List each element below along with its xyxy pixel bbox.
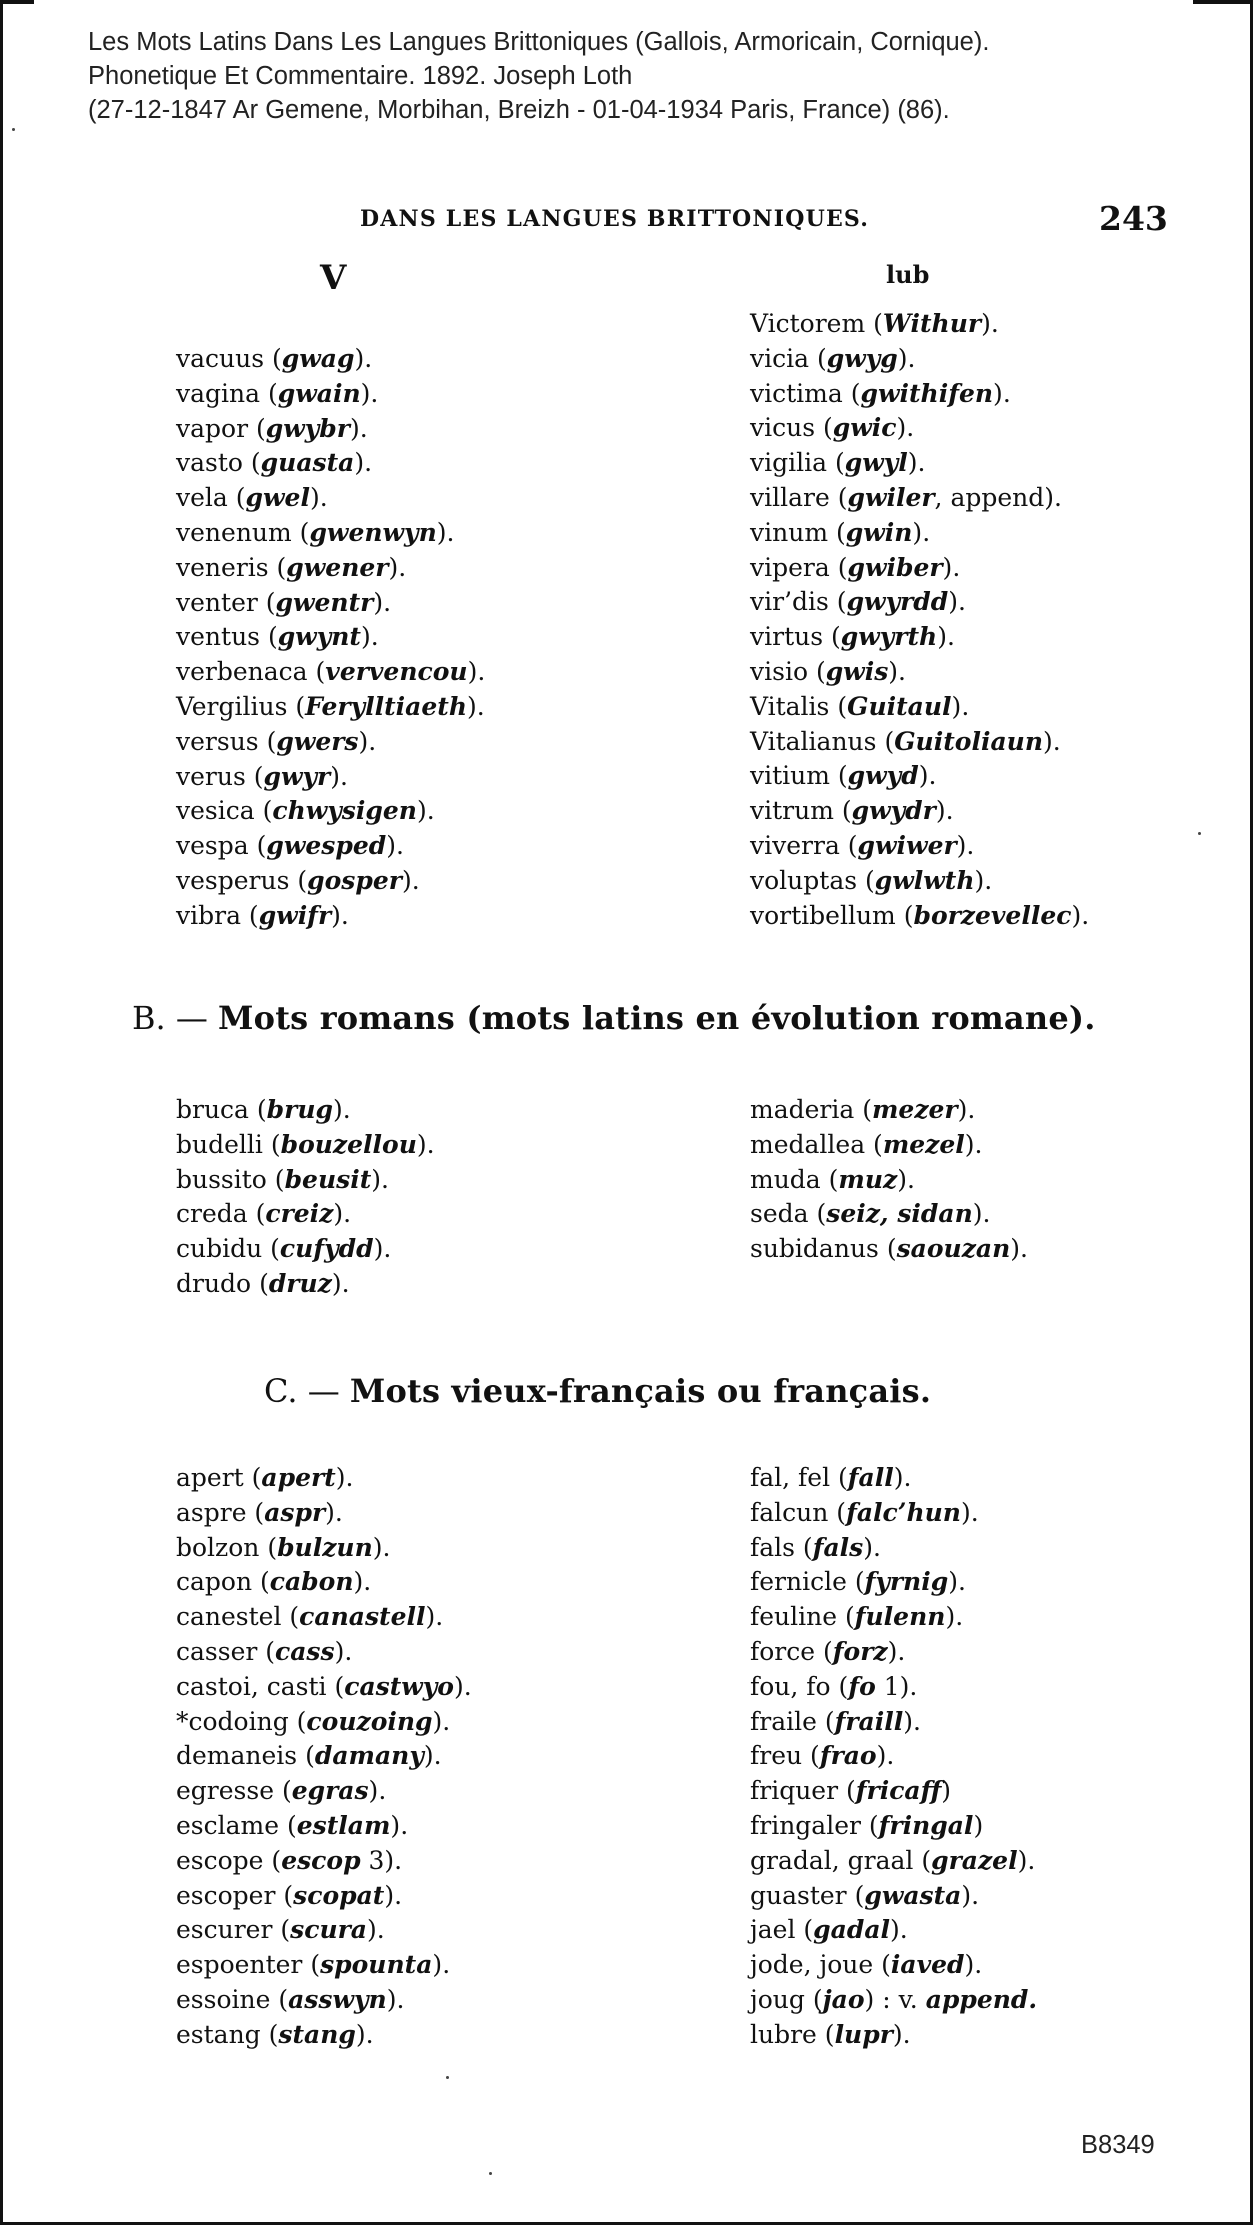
entry-row: vir’dis (gwyrdd). <box>750 587 966 617</box>
entry-row: vitrum (gwydr). <box>750 796 954 826</box>
entry-row: voluptas (gwlwth). <box>750 865 993 895</box>
latin-word: casser <box>176 1636 258 1666</box>
latin-word: friquer <box>750 1776 839 1806</box>
entry-row: Vergilius (Ferylltiaeth). <box>176 691 485 721</box>
brittonic-form: scopat <box>293 1880 385 1910</box>
entry-row: vibra (gwifr). <box>176 900 349 930</box>
latin-word: fernicle <box>750 1567 847 1597</box>
brittonic-form: lupr <box>834 2019 893 2049</box>
brittonic-form: cabon <box>269 1567 354 1597</box>
brittonic-form: bulzun <box>277 1532 373 1562</box>
brittonic-form: gwiler <box>847 482 935 512</box>
brittonic-form: gwers <box>276 726 359 756</box>
latin-word: vacuus <box>176 344 265 373</box>
section-b-left-list <box>176 1093 435 1302</box>
latin-word: vicus <box>750 413 816 443</box>
brittonic-form: grazel <box>931 1845 1018 1875</box>
latin-word: fou, fo <box>750 1671 831 1701</box>
latin-word: medallea <box>750 1129 866 1159</box>
brittonic-form: fyrnig <box>864 1567 949 1597</box>
section-b-title-text: Mots romans (mots latins en évolution romane). <box>218 999 1096 1037</box>
latin-word: subidanus <box>750 1234 879 1264</box>
entry-row: bolzon (bulzun). <box>176 1532 391 1562</box>
entry-row: venter (gwentr). <box>176 587 392 617</box>
brittonic-form: Guitaul <box>847 691 952 721</box>
latin-word: essoine <box>176 1984 271 2014</box>
latin-word: veneris <box>176 552 269 582</box>
brittonic-form: gwiber <box>847 552 943 582</box>
entry-row: castoi, casti (castwyo). <box>176 1671 472 1701</box>
brittonic-form: mezer <box>871 1095 958 1124</box>
brittonic-form: gwynt <box>277 622 361 652</box>
latin-word: espoenter <box>176 1950 303 1980</box>
brittonic-form: gadal <box>813 1915 891 1945</box>
brittonic-form: gwentr <box>275 587 374 617</box>
brittonic-form: guasta <box>260 448 355 478</box>
entry-row: aspre (aspr). <box>176 1497 343 1527</box>
brittonic-form: gosper <box>307 865 402 895</box>
brittonic-form: gwyg <box>826 343 898 373</box>
latin-word: esclame <box>176 1810 280 1840</box>
latin-word: vigilia <box>750 448 828 478</box>
section-c-prefix: C. — <box>264 1372 350 1410</box>
latin-word: fraile <box>750 1706 817 1736</box>
latin-word: apert <box>176 1463 244 1492</box>
latin-word: maderia <box>750 1095 855 1124</box>
latin-word: vela <box>176 483 228 513</box>
brittonic-form: fraill <box>834 1706 904 1736</box>
entry-row: vespa (gwesped). <box>176 831 404 861</box>
scan-edge-mark <box>0 0 34 4</box>
entry-row: force (forz). <box>750 1636 906 1666</box>
section-a-left-list <box>176 342 485 934</box>
latin-word: Vergilius <box>176 691 288 721</box>
brittonic-form: spounta <box>320 1950 433 1980</box>
running-head: DANS LES LANGUES BRITTONIQUES. <box>360 206 870 232</box>
latin-word: egresse <box>176 1776 274 1806</box>
brittonic-form: falc’hun <box>846 1497 961 1527</box>
entry-row: freu (frao). <box>750 1741 895 1771</box>
latin-word: ventus <box>176 622 260 652</box>
brittonic-form: fo <box>848 1671 876 1701</box>
header-note-line: Phonetique Et Commentaire. 1892. Joseph Loth <box>88 62 633 90</box>
section-c-left-list <box>176 1461 472 2053</box>
header-note-line: Les Mots Latins Dans Les Langues Brittoniques (Gallois, Armoricain, Cornique). <box>88 28 990 56</box>
latin-word: Vitalianus <box>750 726 877 756</box>
latin-word: venter <box>176 587 258 617</box>
entry-row: vagina (gwain). <box>176 378 379 408</box>
latin-word: capon <box>176 1567 253 1597</box>
brittonic-form: druz <box>268 1268 332 1298</box>
latin-word: fal, fel <box>750 1463 831 1492</box>
section-b-title <box>132 999 1096 1037</box>
entry-row: lubre (lupr). <box>750 2019 911 2049</box>
entry-row: joug (jao) : v. append. <box>750 1984 1038 2014</box>
entry-row: vesperus (gosper). <box>176 865 420 895</box>
latin-word: verbenaca <box>176 657 308 687</box>
entry-row: ventus (gwynt). <box>176 622 379 652</box>
latin-word: visio <box>750 656 808 686</box>
entry-note: 1 <box>875 1671 900 1701</box>
latin-word: vir’dis <box>750 587 829 617</box>
brittonic-form: gwyr <box>263 761 331 791</box>
brittonic-form: gwlwth <box>874 865 975 895</box>
entry-row: vortibellum (borzevellec). <box>750 900 1090 930</box>
latin-word: vespa <box>176 831 249 861</box>
latin-word: venenum <box>176 517 292 547</box>
latin-word: drudo <box>176 1268 252 1298</box>
catalog-header-note <box>88 25 1208 127</box>
entry-row: egresse (egras). <box>176 1776 387 1806</box>
brittonic-form: muz <box>838 1164 898 1194</box>
brittonic-form: aspr <box>264 1497 326 1527</box>
brittonic-form: gwithifen <box>860 378 994 408</box>
entry-row: fringaler (fringal) <box>750 1810 984 1840</box>
brittonic-form: fals <box>812 1532 864 1562</box>
brittonic-form: gwag <box>281 344 355 373</box>
latin-word: Victorem <box>750 309 866 338</box>
entry-row: fou, fo (fo 1). <box>750 1671 918 1701</box>
brittonic-form: damany <box>314 1741 424 1771</box>
latin-word: budelli <box>176 1129 263 1159</box>
latin-word: verus <box>176 761 246 791</box>
entry-row: cubidu (cufydd). <box>176 1234 392 1264</box>
brittonic-form: frao <box>819 1741 877 1771</box>
section-c-right-list <box>750 1461 1037 2053</box>
section-c-title <box>264 1372 931 1410</box>
entry-row: vinum (gwin). <box>750 517 931 547</box>
entry-row: fernicle (fyrnig). <box>750 1567 966 1597</box>
header-note-line: (27-12-1847 Ar Gemene, Morbihan, Breizh - 01-04-1934 Paris, France) (86). <box>88 96 950 124</box>
entry-row: *codoing (couzoing). <box>176 1706 451 1736</box>
brittonic-form: mezel <box>882 1129 965 1159</box>
entry-row: budelli (bouzellou). <box>176 1129 435 1159</box>
latin-word: vipera <box>750 552 830 582</box>
entry-row: feuline (fulenn). <box>750 1602 964 1632</box>
brittonic-form: gwel <box>245 483 310 513</box>
brittonic-form: vervencou <box>325 657 468 687</box>
latin-word: Vitalis <box>750 691 830 721</box>
brittonic-form: gwydr <box>851 796 936 826</box>
entry-tail-emphasis: append. <box>925 1984 1038 2014</box>
entry-row: maderia (mezer). <box>750 1095 976 1124</box>
brittonic-form: canastell <box>299 1602 426 1632</box>
entry-note: , append <box>934 482 1045 512</box>
section-a-right-heading: lub <box>886 260 930 289</box>
brittonic-form: bouzellou <box>280 1129 417 1159</box>
entry-row: vasto (guasta). <box>176 448 373 478</box>
entry-row: gradal, graal (grazel). <box>750 1845 1036 1875</box>
latin-word: vitium <box>750 761 830 791</box>
latin-word: estang <box>176 2019 261 2049</box>
brittonic-form: gwybr <box>265 413 350 443</box>
entry-row: vitium (gwyd). <box>750 761 937 791</box>
latin-word: demaneis <box>176 1741 298 1771</box>
brittonic-form: gwifr <box>258 900 332 930</box>
latin-word: vibra <box>176 900 241 930</box>
entry-row: esclame (estlam). <box>176 1810 409 1840</box>
brittonic-form: iaved <box>890 1950 965 1980</box>
brittonic-form: beusit <box>284 1164 372 1194</box>
brittonic-form: seiz, sidan <box>826 1199 973 1229</box>
brittonic-form: estlam <box>296 1810 391 1840</box>
brittonic-form: creiz <box>265 1199 334 1229</box>
latin-word: virtus <box>750 622 824 652</box>
entry-row: escope (escop 3). <box>176 1845 403 1875</box>
entry-tail: : v. <box>874 1984 926 2014</box>
scan-speck <box>489 2172 492 2175</box>
latin-word: joug <box>750 1984 805 2014</box>
brittonic-form: jao <box>822 1984 865 2014</box>
latin-word: vasto <box>176 448 243 478</box>
brittonic-form: fulenn <box>854 1602 946 1632</box>
entry-row: medallea (mezel). <box>750 1129 983 1159</box>
entry-row: seda (seiz, sidan). <box>750 1199 991 1229</box>
entry-row: villare (gwiler, append). <box>750 482 1062 512</box>
page-number: 243 <box>1099 199 1168 238</box>
brittonic-form: gwyrdd <box>846 587 949 617</box>
entry-row: veneris (gwener). <box>176 552 407 582</box>
brittonic-form: scura <box>290 1915 367 1945</box>
entry-row: vicia (gwyg). <box>750 343 916 373</box>
latin-word: versus <box>176 726 259 756</box>
entry-row: vigilia (gwyl). <box>750 448 926 478</box>
section-c-title-text: Mots vieux-français ou français. <box>349 1372 932 1410</box>
brittonic-form: chwysigen <box>272 796 417 826</box>
latin-word: castoi, casti <box>176 1671 327 1701</box>
brittonic-form: gwis <box>825 656 889 686</box>
entry-row: demaneis (damany). <box>176 1741 442 1771</box>
brittonic-form: borzevellec <box>913 900 1072 930</box>
brittonic-form: Ferylltiaeth <box>305 691 467 721</box>
entry-row: casser (cass). <box>176 1636 353 1666</box>
entry-row: essoine (asswyn). <box>176 1984 405 2014</box>
entry-row: vacuus (gwag). <box>176 344 373 373</box>
brittonic-form: gwenwyn <box>309 517 437 547</box>
brittonic-form: Guitoliaun <box>894 726 1043 756</box>
latin-word: voluptas <box>750 865 858 895</box>
entry-row: canestel (canastell). <box>176 1602 444 1632</box>
entry-row: vela (gwel). <box>176 483 328 513</box>
latin-word: fals <box>750 1532 795 1562</box>
brittonic-form: egras <box>291 1776 369 1806</box>
brittonic-form: apert <box>261 1463 336 1492</box>
brittonic-form: escop <box>281 1845 361 1875</box>
entry-row: victima (gwithifen). <box>750 378 1011 408</box>
latin-word: victima <box>750 378 843 408</box>
latin-word: gradal, graal <box>750 1845 914 1875</box>
entry-row: vapor (gwybr). <box>176 413 368 443</box>
brittonic-form: gwyd <box>847 761 919 791</box>
catalog-code: B8349 <box>1081 2131 1155 2159</box>
entry-row: versus (gwers). <box>176 726 377 756</box>
latin-word: force <box>750 1636 816 1666</box>
entry-row: fals (fals). <box>750 1532 881 1562</box>
latin-word: bruca <box>176 1095 249 1124</box>
latin-word: villare <box>750 482 830 512</box>
latin-word: vicia <box>750 343 810 373</box>
latin-word: vitrum <box>750 796 834 826</box>
entry-row: escoper (scopat). <box>176 1880 403 1910</box>
latin-word: jode, joue <box>750 1950 874 1980</box>
latin-word: freu <box>750 1741 803 1771</box>
brittonic-form: couzoing <box>306 1706 433 1736</box>
brittonic-form: cufydd <box>279 1234 374 1264</box>
brittonic-form: gwain <box>277 378 361 408</box>
brittonic-form: cass <box>275 1636 335 1666</box>
entry-row: bussito (beusit). <box>176 1164 389 1194</box>
latin-word: lubre <box>750 2019 817 2049</box>
latin-word: falcun <box>750 1497 829 1527</box>
entry-row: fraile (fraill). <box>750 1706 921 1736</box>
scan-edge-mark <box>1193 0 1253 4</box>
entry-row: venenum (gwenwyn). <box>176 517 455 547</box>
entry-row: guaster (gwasta). <box>750 1880 980 1910</box>
brittonic-form: saouzan <box>896 1234 1011 1264</box>
latin-word: vesica <box>176 796 255 826</box>
latin-word: bussito <box>176 1164 267 1194</box>
latin-word: cubidu <box>176 1234 263 1264</box>
entry-row: fal, fel (fall). <box>750 1463 912 1492</box>
latin-word: escurer <box>176 1915 273 1945</box>
brittonic-form: gwin <box>845 517 913 547</box>
section-b-prefix: B. — <box>132 999 219 1037</box>
latin-word: *codoing <box>176 1706 289 1736</box>
section-a-left-heading: V <box>320 258 347 298</box>
latin-word: bolzon <box>176 1532 260 1562</box>
entry-row: Vitalianus (Guitoliaun). <box>750 726 1061 756</box>
latin-word: vortibellum <box>750 900 896 930</box>
entry-row: vipera (gwiber). <box>750 552 961 582</box>
entry-row: subidanus (saouzan). <box>750 1234 1028 1264</box>
brittonic-form: gwiwer <box>857 830 957 860</box>
latin-word: vinum <box>750 517 829 547</box>
scan-speck <box>446 2076 449 2079</box>
latin-word: feuline <box>750 1602 838 1632</box>
entry-row: jael (gadal). <box>750 1915 908 1945</box>
latin-word: canestel <box>176 1602 282 1632</box>
brittonic-form: gwasta <box>864 1880 962 1910</box>
entry-row: jode, joue (iaved). <box>750 1950 983 1980</box>
latin-word: fringaler <box>750 1810 861 1840</box>
entry-row: verus (gwyr). <box>176 761 348 791</box>
entry-row: vicus (gwic). <box>750 413 915 443</box>
section-a-right-list <box>750 307 1089 933</box>
entry-row: Victorem (Withur). <box>750 309 999 338</box>
brittonic-form: fringal <box>878 1810 974 1840</box>
latin-word: escoper <box>176 1880 276 1910</box>
latin-word: guaster <box>750 1880 847 1910</box>
latin-word: creda <box>176 1199 248 1229</box>
brittonic-form: gwener <box>286 552 389 582</box>
latin-word: escope <box>176 1845 264 1875</box>
entry-row: muda (muz). <box>750 1164 915 1194</box>
entry-row: verbenaca (vervencou). <box>176 657 486 687</box>
brittonic-form: gwesped <box>266 831 387 861</box>
brittonic-form: asswyn <box>288 1984 387 2014</box>
brittonic-form: gwyl <box>844 448 908 478</box>
latin-word: vesperus <box>176 865 290 895</box>
latin-word: seda <box>750 1199 809 1229</box>
entry-row: espoenter (spounta). <box>176 1950 451 1980</box>
latin-word: muda <box>750 1164 821 1194</box>
entry-row: visio (gwis). <box>750 656 906 686</box>
brittonic-form: fall <box>847 1463 894 1492</box>
entry-row: bruca (brug). <box>176 1095 351 1124</box>
latin-word: vapor <box>176 413 249 443</box>
brittonic-form: gwic <box>832 413 897 443</box>
entry-row: creda (creiz). <box>176 1199 352 1229</box>
latin-word: jael <box>750 1915 796 1945</box>
brittonic-form: stang <box>278 2019 356 2049</box>
entry-row: vesica (chwysigen). <box>176 796 435 826</box>
entry-row: apert (apert). <box>176 1463 354 1492</box>
entry-row: Vitalis (Guitaul). <box>750 691 970 721</box>
brittonic-form: brug <box>266 1095 333 1124</box>
brittonic-form: gwyrth <box>840 622 938 652</box>
latin-word: aspre <box>176 1497 247 1527</box>
entry-row: viverra (gwiwer). <box>750 830 975 860</box>
entry-row: friquer (fricaff) <box>750 1776 952 1806</box>
scan-speck <box>1198 832 1201 835</box>
section-b-right-list <box>750 1093 1028 1267</box>
entry-row: escurer (scura). <box>176 1915 385 1945</box>
brittonic-form: fricaff <box>855 1776 942 1806</box>
scan-speck <box>12 128 15 131</box>
brittonic-form: forz <box>832 1636 888 1666</box>
entry-row: capon (cabon). <box>176 1567 372 1597</box>
brittonic-form: Withur <box>882 309 982 338</box>
latin-word: vagina <box>176 378 261 408</box>
entry-row: falcun (falc’hun). <box>750 1497 979 1527</box>
entry-row: estang (stang). <box>176 2019 374 2049</box>
brittonic-form: castwyo <box>344 1671 454 1701</box>
latin-word: viverra <box>750 830 840 860</box>
entry-note: 3 <box>360 1845 385 1875</box>
entry-row: virtus (gwyrth). <box>750 622 955 652</box>
entry-row: drudo (druz). <box>176 1268 350 1298</box>
